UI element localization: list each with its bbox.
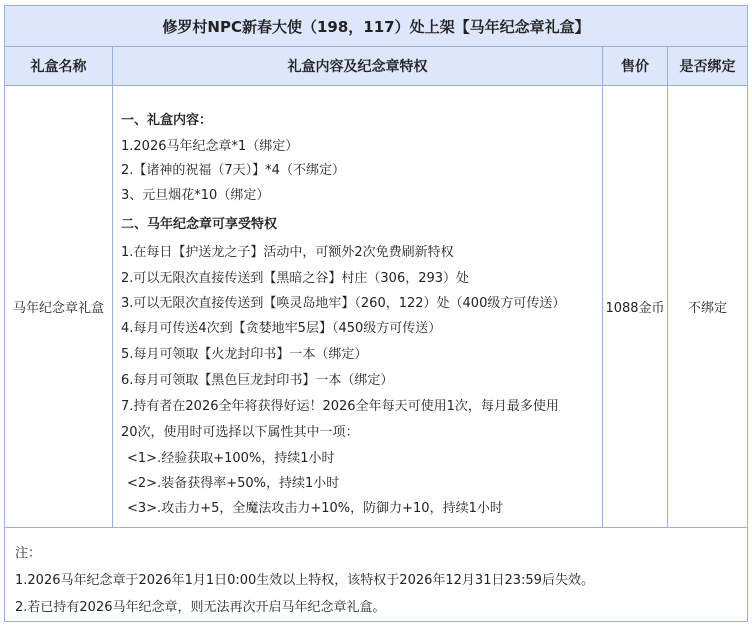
- header-price: 售价: [621, 59, 649, 75]
- divider: [667, 86, 668, 527]
- divider: [667, 47, 668, 85]
- content-line: <3>.攻击力+5，全魔法攻击力+10%，防御力+10，持续1小时: [127, 501, 503, 516]
- gift-box-table: [4, 5, 748, 622]
- section-heading-privileges: 二、马年纪念章可享受特权: [121, 217, 278, 232]
- header-content: 礼盒内容及纪念章特权: [287, 59, 428, 75]
- divider: [112, 47, 113, 85]
- content-line: 4.每月可传送4次到【贪婪地牢5层】（450级方可传送）: [121, 321, 442, 336]
- content-line: 2.可以无限次直接传送到【黑暗之谷】村庄（306，293）处: [121, 271, 470, 286]
- gift-box-bound: 不绑定: [687, 301, 727, 316]
- gift-box-price: 1088金币: [605, 301, 665, 316]
- header-bound: 是否绑定: [679, 59, 736, 75]
- note-heading: 注：: [15, 546, 42, 561]
- content-line: 20次，使用时可选择以下属性其中一项：: [121, 425, 359, 440]
- header-row: [5, 47, 747, 86]
- divider: [112, 86, 113, 527]
- content-line: <1>.经验获取+100%，持续1小时: [127, 451, 335, 466]
- divider: [602, 86, 603, 527]
- content-line: 1.2026马年纪念章*1（绑定）: [121, 139, 299, 154]
- section-heading-contents: 一、礼盒内容：: [121, 113, 213, 128]
- note-line: 2.若已持有2026马年纪念章，则无法再次开启马年纪念章礼盒。: [15, 600, 386, 615]
- content-line: 3.可以无限次直接传送到【唤灵岛地牢】（260，122）处（400级方可传送）: [121, 296, 566, 311]
- content-line: 7.持有者在2026全年将获得好运！2026全年每天可使用1次，每月最多使用: [121, 399, 559, 414]
- content-line: 1.在每日【护送龙之子】活动中，可额外2次免费刷新特权: [121, 245, 454, 260]
- note-line: 1.2026马年纪念章于2026年1月1日0:00生效以上特权，该特权于2026年12月31日23:59后失效。: [15, 573, 594, 588]
- table-title: 修罗村NPC新春大使（198，117）处上架【马年纪念章礼盒】: [5, 6, 747, 47]
- content-line: 2.【诸神的祝福（7天）】*4（不绑定）: [121, 163, 345, 178]
- content-line: 3、元旦烟花*10（绑定）: [121, 188, 270, 203]
- divider: [602, 47, 603, 85]
- content-line: 6.每月可领取【黑色巨龙封印书】一本（绑定）: [121, 373, 394, 388]
- header-name: 礼盒名称: [30, 59, 87, 75]
- content-line: <2>.装备获得率+50%，持续1小时: [127, 476, 340, 491]
- gift-box-name: 马年纪念章礼盒: [12, 301, 104, 316]
- content-line: 5.每月可领取【火龙封印书】一本（绑定）: [121, 347, 368, 362]
